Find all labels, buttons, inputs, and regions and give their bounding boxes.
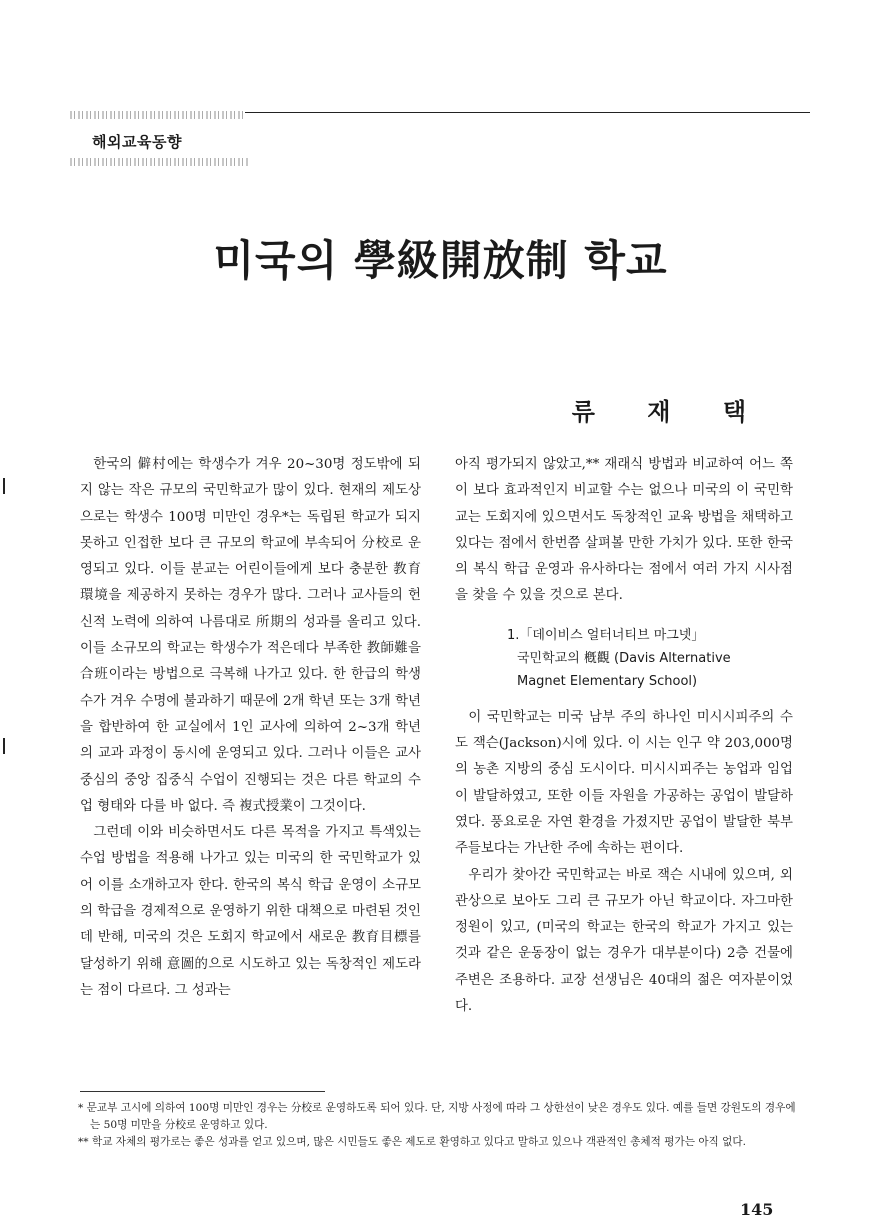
body-paragraph: 이 국민학교는 미국 남부 주의 하나인 미시시피주의 수도 잭슨(Jackson)시에 있다. 이 시는 인구 약 203,000명의 농촌 지방의 중심 도시이다. 미시시피주는 농업과 임업이 발달하였고, 또한 이들 자원을 가공하는 공업이 발달하였다. 풍요로운 자연 환경을 가졌지만 공업이 발달한 북부 주들보다는 가난한 주에 속하는 편이다. (455, 709, 793, 857)
section-heading-line: 1.「데이비스 얼터너티브 마그넷」 (507, 627, 705, 643)
footnote: * 문교부 고시에 의하여 100명 미만인 경우는 分校로 운영하도록 되어 있다. 단, 지방 사정에 따라 그 상한선이 낮은 경우도 있다. 예를 들면 강원도의 경우에는 50명 미만을 分校로 운영하고 있다. (78, 1102, 796, 1131)
section-label: 해외교육동향 (92, 133, 182, 151)
footnote: ** 학교 자체의 평가로는 좋은 성과를 얻고 있으며, 많은 시민들도 좋은 제도로 환영하고 있다고 말하고 있으나 객관적인 총체적 평가는 아직 없다. (78, 1136, 746, 1148)
section-heading (507, 624, 793, 693)
margin-mark (3, 478, 5, 494)
footnotes (78, 1100, 798, 1151)
footnote-rule (80, 1091, 325, 1092)
article-title: 미국의 學級開放制 학교 (213, 236, 668, 285)
page-number: 145 (740, 1200, 774, 1219)
body-paragraph: 한국의 僻村에는 학생수가 겨우 20~30명 정도밖에 되지 않는 작은 규모의 국민학교가 많이 있다. 현재의 제도상으로는 학생수 100명 미만인 경우*는 독립된 학교가 되지 못하고 인접한 보다 큰 규모의 학교에 부속되어 分校로 운영되고 있다. 이들 분교는 어린이들에게 보다 충분한 教育環境을 제공하지 못하는 경우가 많다. 그러나 교사들의 헌신적 노력에 의하여 나름대로 所期의 성과를 올리고 있다. 이들 소규모의 학교는 학생수가 적은데다 부족한 教師難을 合班이라는 방법으로 극복해 나가고 있다. 한 한급의 학생수가 겨우 수명에 불과하기 때문에 2개 학년 또는 3개 학년을 합반하여 한 교실에서 1인 교사에 의하여 2~3개 학년의 교과 과정이 동시에 운영되고 있다. 그러나 이들은 교사 중심의 중앙 집중식 수업이 진행되는 것은 다른 학교의 수업 형태와 다를 바 없다. 즉 複式授業이 그것이다. (80, 457, 421, 814)
right-column (455, 452, 793, 1020)
body-paragraph: 그런데 이와 비슷하면서도 다른 목적을 가지고 특색있는 수업 방법을 적용해 나가고 있는 미국의 한 국민학교가 있어 이를 소개하고자 한다. 한국의 복식 학급 운영이 소규모의 학급을 경제적으로 운영하기 위한 대책으로 마련된 것인데 반해, 미국의 것은 도회지 학교에서 새로운 教育目標를 달성하기 위해 意圖的으로 시도하고 있는 독창적인 제도라는 점이 다르다. 그 성과는 (80, 825, 421, 998)
header-texture-bottom (70, 158, 250, 166)
margin-mark (3, 738, 5, 754)
left-column (80, 452, 421, 1004)
header-rule (245, 112, 810, 113)
header-texture-top (70, 111, 245, 119)
section-heading-line: Magnet Elementary School) (517, 673, 698, 689)
body-paragraph: 우리가 찾아간 국민학교는 바로 잭슨 시내에 있으며, 외관상으로 보아도 그리 큰 규모가 아닌 학교이다. 자그마한 정원이 있고, (미국의 학교는 한국의 학교가 가지고 있는 것과 같은 운동장이 없는 경우가 대부분이다) 2층 건물에 주변은 조용하다. 교장 선생님은 40대의 젊은 여자분이었다. (455, 867, 793, 1015)
article-author: 류 재 택 (571, 398, 768, 426)
section-heading-line: 국민학교의 槪觀 (Davis Alternative (517, 650, 731, 666)
body-paragraph: 아직 평가되지 않았고,** 재래식 방법과 비교하여 어느 쪽이 보다 효과적인지 비교할 수는 없으나 미국의 이 국민학교는 도회지에 있으면서도 독창적인 교육 방법을 채택하고 있다는 점에서 한번쯤 살펴볼 만한 가치가 있다. 또한 한국의 복식 학급 운영과 유사하다는 점에서 여러 가지 시사점을 찾을 수 있을 것으로 본다. (455, 457, 793, 604)
